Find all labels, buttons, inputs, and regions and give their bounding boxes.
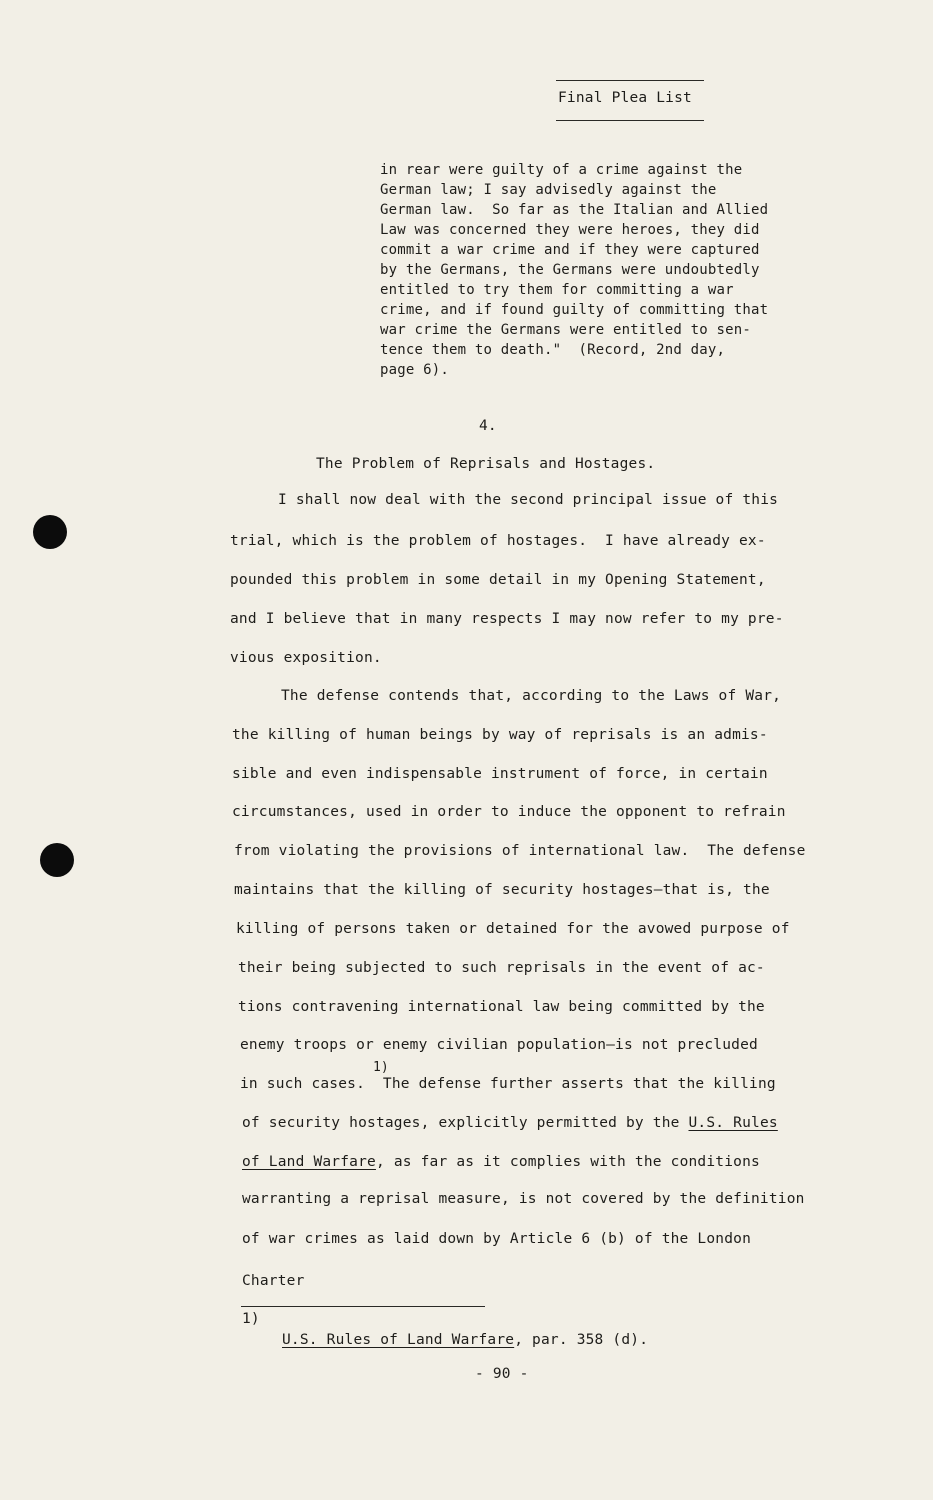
quote-line: crime, and if found guilty of committing that: [380, 302, 769, 318]
footnote-mark: 1): [242, 1311, 260, 1327]
footnote-separator: [241, 1306, 485, 1307]
quote-line: by the Germans, the Germans were undoubtedly: [380, 262, 760, 278]
header-rule-top: [556, 80, 704, 81]
underlined-citation: U.S. Rules of Land Warfare: [282, 1332, 515, 1348]
quote-line: war crime the Germans were entitled to sen-: [380, 322, 752, 338]
body-line: tions contravening international law being committed by the: [238, 999, 765, 1015]
quote-line: German law; I say advisedly against the: [380, 182, 717, 198]
body-line: warranting a reprisal measure, is not covered by the definition: [242, 1191, 805, 1207]
body-line: killing of persons taken or detained for the avowed purpose of: [236, 921, 790, 937]
body-line: [242, 1115, 778, 1131]
body-line: pounded this problem in some detail in my Opening Statement,: [230, 572, 766, 588]
quote-line: entitled to try them for committing a war: [380, 282, 734, 298]
footnote-tail: , par. 358 (d).: [514, 1332, 649, 1348]
punch-hole-top: [33, 515, 67, 549]
section-number: 4.: [479, 418, 497, 434]
quote-line: German law. So far as the Italian and Allied: [380, 202, 769, 218]
body-line: the killing of human beings by way of reprisals is an admis-: [232, 727, 768, 743]
body-line: their being subjected to such reprisals in the event of ac-: [238, 960, 765, 976]
quote-line: commit a war crime and if they were captured: [380, 242, 760, 258]
body-line: I shall now deal with the second principal issue of this: [278, 492, 779, 508]
body-line: vious exposition.: [230, 650, 382, 666]
body-text: The defense further asserts that the killing: [365, 1076, 776, 1092]
footnote-text: [282, 1332, 648, 1348]
body-line: Charter: [242, 1273, 305, 1289]
header-title: Final Plea List: [558, 90, 692, 106]
body-line: sible and even indispensable instrument of force, in certain: [232, 766, 768, 782]
punch-hole-bottom: [40, 843, 74, 877]
underlined-citation: U.S. Rules: [688, 1115, 778, 1131]
body-text: , as far as it complies with the conditions: [375, 1154, 760, 1170]
body-line: and I believe that in many respects I may now refer to my pre-: [230, 611, 784, 627]
body-line: of war crimes as laid down by Article 6 (b) of the London: [242, 1231, 751, 1247]
quote-line: tence them to death." (Record, 2nd day,: [380, 342, 726, 358]
body-line: enemy troops or enemy civilian population—is not precluded: [240, 1037, 758, 1053]
body-line: maintains that the killing of security hostages—that is, the: [234, 882, 770, 898]
body-line: trial, which is the problem of hostages. I have already ex-: [230, 533, 766, 549]
section-heading: The Problem of Reprisals and Hostages.: [316, 456, 656, 472]
body-text: in such cases.: [240, 1076, 366, 1092]
quote-line: in rear were guilty of a crime against the: [380, 162, 743, 178]
body-line: The defense contends that, according to the Laws of War,: [281, 688, 782, 704]
footnote-reference: 1): [373, 1060, 389, 1075]
quote-line: Law was concerned they were heroes, they did: [380, 222, 760, 238]
body-line-with-footnote-ref: [240, 1076, 776, 1092]
body-text: of security hostages, explicitly permitted by the: [242, 1115, 689, 1131]
page-number: - 90 -: [475, 1366, 529, 1382]
header-rule-bottom: [556, 120, 704, 121]
body-line: [242, 1154, 760, 1170]
underlined-citation: of Land Warfare: [242, 1154, 376, 1170]
body-line: circumstances, used in order to induce the opponent to refrain: [232, 804, 786, 820]
body-line: from violating the provisions of international law. The defense: [234, 843, 806, 859]
quote-line: page 6).: [380, 362, 450, 378]
